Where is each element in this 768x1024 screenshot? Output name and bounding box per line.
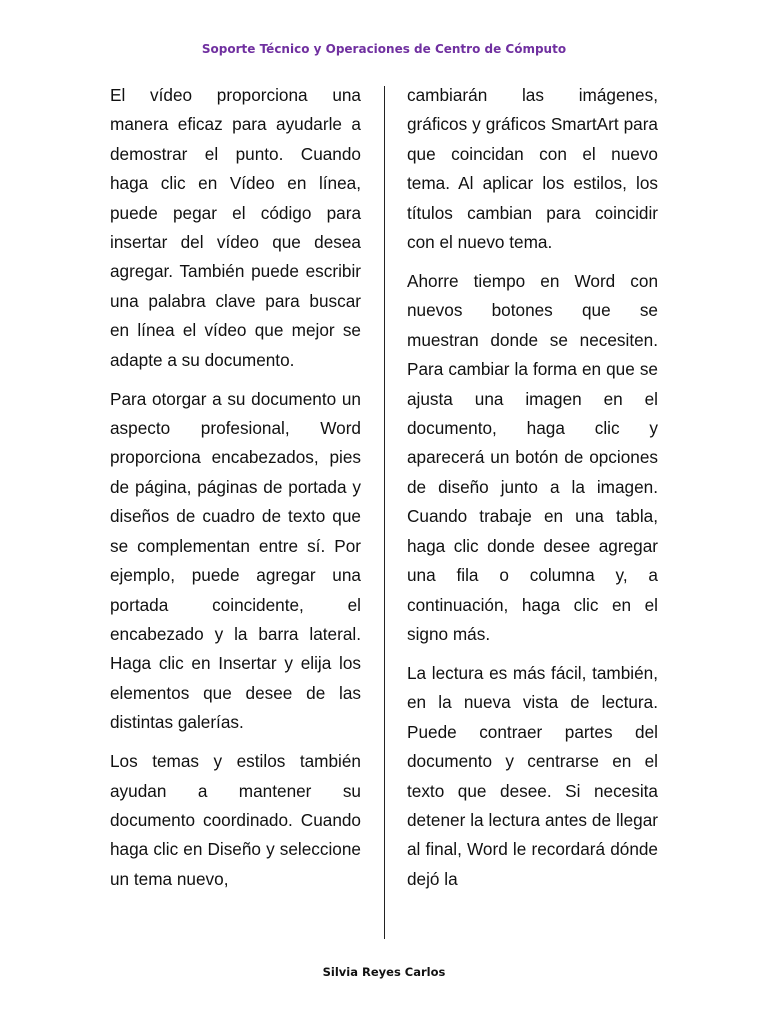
right-column (407, 81, 658, 904)
paragraph-themes-styles: Los temas y estilos también ayudan a mantener su documento coordinado. Cuando haga clic en Diseño y seleccione un tema nuevo, (110, 751, 361, 889)
paragraph-reading: La lectura es más fácil, también, en la nueva vista de lectura. Puede contraer partes del documento y centrarse en el texto que desee. Si necesita detener la lectura antes de llegar al final, Word le recordará dónde dejó la (407, 662, 658, 889)
column-divider (384, 86, 385, 939)
paragraph-smartart: cambiarán las imágenes, gráficos y gráficos SmartArt para que coincidan con el nuevo tema. Al aplicar los estilos, los títulos cambian para coincidir con el nuevo tema. (407, 85, 658, 253)
paragraph-professional-look: Para otorgar a su documento un aspecto profesional, Word proporciona encabezados, pies de página, páginas de portada y diseños de cuadro de texto que se complementan entre sí. Por ejemplo, puede agregar una portada coincidente, el encabezado y la barra lateral. Haga clic en Insertar y elija los elementos que desee de las distintas galerías. (110, 388, 361, 733)
paragraph-save-time: Ahorre tiempo en Word con nuevos botones que se muestran donde se necesiten. Para cambiar la forma en que se ajusta una imagen en el documento, haga clic y aparecerá un botón de opciones de diseño junto a la imagen. Cuando trabaje en una tabla, haga clic donde desee agregar una fila o columna y, a continuación, haga clic en el signo más. (407, 271, 658, 644)
page-footer: Silvia Reyes Carlos (322, 965, 446, 979)
left-column (110, 81, 361, 904)
page-header: Soporte Técnico y Operaciones de Centro de Cómputo (201, 42, 567, 56)
paragraph-video: El vídeo proporciona una manera eficaz para ayudarle a demostrar el punto. Cuando haga clic en Vídeo en línea, puede pegar el código para insertar del vídeo que desea agregar. También puede escribir una palabra clave para buscar en línea el vídeo que mejor se adapte a su documento. (110, 85, 361, 370)
